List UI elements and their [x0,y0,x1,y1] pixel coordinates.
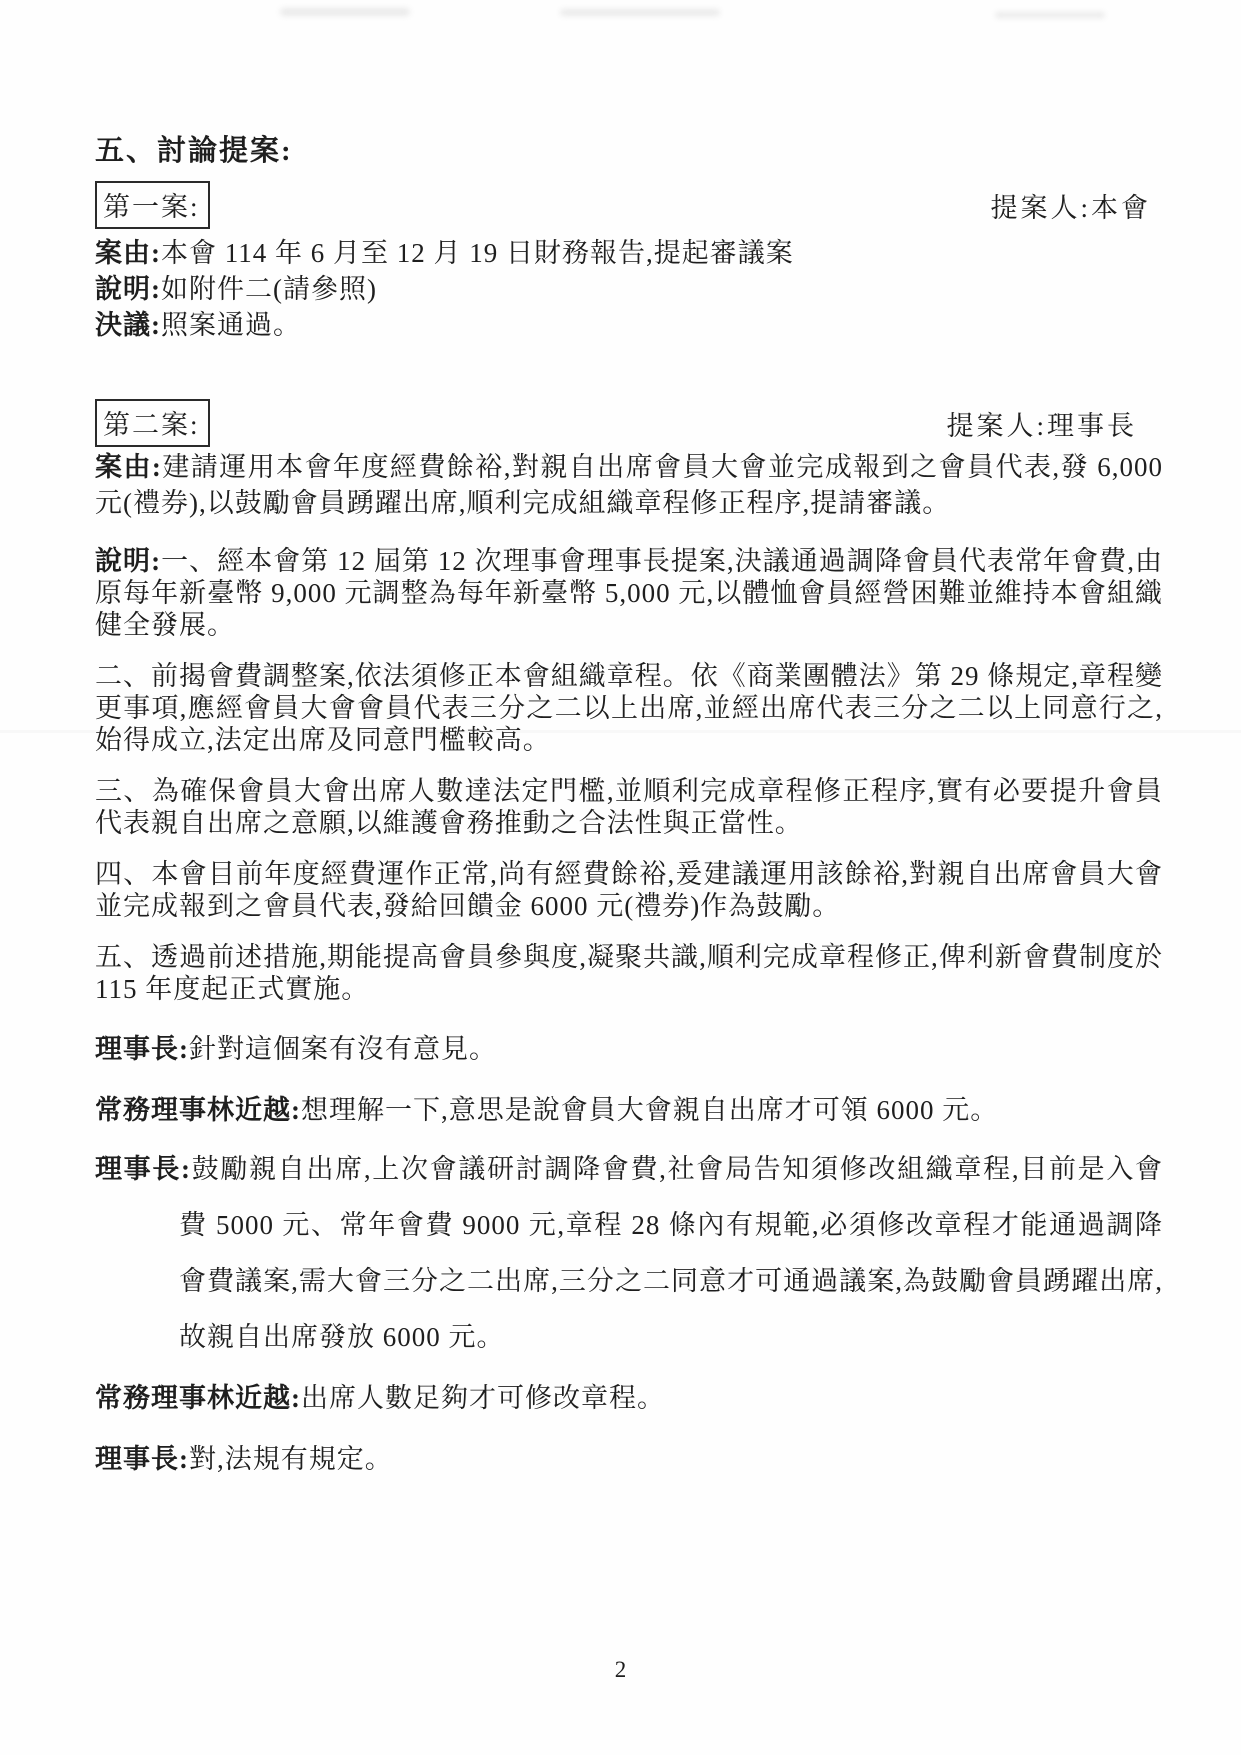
case2-explanation-label: 說明: [95,546,162,576]
case1-resolution-text: 照案通過。 [161,310,301,340]
case2-proposer: 提案人:理事長 [946,410,1137,441]
case2-explanation-paragraph: 二、前揭會費調整案,依法須修正本會組織章程。依《商業團體法》第 29 條規定,章程變更事項,應經會員大會會員代表三分之二以上出席,並經出席代表三分之二以上同意行之,始得成立,法定出席及同意門檻較高。 [95,661,1163,755]
dialogue-speaker: 理事長: [95,1034,189,1064]
case1-resolution [95,307,1163,343]
case2-subject-label: 案由: [95,452,162,482]
case1-resolution-label: 決議: [95,310,161,340]
dialogue-entry [95,1032,1163,1066]
scan-artifact [560,9,720,16]
case1-subject-label: 案由: [95,238,161,268]
scan-artifact [280,8,410,16]
case2-subject-text: 建請運用本會年度經費餘裕,對親自出席會員大會並完成報到之會員代表,發 6,000 元(禮券),以鼓勵會員踴躍出席,順利完成組織章程修正程序,提請審議。 [95,452,1163,518]
case2-explanation-paragraph: 四、本會目前年度經費運作正常,尚有經費餘裕,爰建議運用該餘裕,對親自出席會員大會並完成報到之會員代表,發給回饋金 6000 元(禮券)作為鼓勵。 [95,859,1163,921]
case1-subject-text: 本會 114 年 6 月至 12 月 19 日財務報告,提起審議案 [161,238,794,268]
case2-explanation-paragraph [95,545,1163,641]
case2-subject [95,449,1163,521]
case2-explanation-paragraph: 三、為確保會員大會出席人數達法定門檻,並順利完成章程修正程序,實有必要提升會員代表親自出席之意願,以維護會務推動之合法性與正當性。 [95,776,1163,838]
case1-explanation [95,271,1163,307]
dialogue-entry [95,1141,1163,1365]
case1-box-label: 第一案: [95,181,210,229]
case1-explanation-text: 如附件二(請參照) [161,274,377,304]
case2-explanation-text-1: 一、經本會第 12 屆第 12 次理事會理事長提案,決議通過調降會員代表常年會費,由原每年新臺幣 9,000 元調整為每年新臺幣 5,000 元,以體恤會員經營困難並維持本會組織健全發展。 [95,546,1164,640]
case1-header [95,181,1163,229]
dialogue-speaker: 理事長: [95,1154,192,1184]
dialogue-text: 對,法規有規定。 [189,1444,393,1474]
dialogue-speaker: 常務理事林近越: [95,1383,301,1413]
case2-box-label: 第二案: [95,399,210,447]
case1-proposer: 提案人:本會 [990,192,1151,223]
case1-subject [95,235,1163,271]
dialogue-text: 想理解一下,意思是說會員大會親自出席才可領 6000 元。 [301,1095,999,1125]
dialogue-entry [95,1093,1163,1127]
dialogue-entry [95,1381,1163,1415]
case2-explanation-paragraph: 五、透過前述措施,期能提高會員參與度,凝聚共識,順利完成章程修正,俾利新會費制度於 115 年度起正式實施。 [95,942,1163,1004]
section-heading: 五、討論提案: [95,135,293,167]
case2-header [95,399,1163,447]
dialogue-speaker: 常務理事林近越: [95,1095,301,1125]
dialogue-text: 針對這個案有沒有意見。 [189,1034,497,1064]
case1-explanation-label: 說明: [95,274,161,304]
scan-artifact [995,12,1105,18]
document-content [95,128,1163,1476]
page-number: 2 [614,1657,627,1682]
dialogue-text: 鼓勵親自出席,上次會議研討調降會費,社會局告知須修改組織章程,目前是入會費 5000 元、常年會費 9000 元,章程 28 條內有規範,必須修改章程才能通過調降會費議案,需大會三分之二出席,三分之二同意才可通過議案,為鼓勵會員踴躍出席,故親自出席發放 6000 元。 [179,1154,1164,1352]
dialogue-speaker: 理事長: [95,1444,189,1474]
dialogue-text: 出席人數足夠才可修改章程。 [301,1383,665,1413]
dialogue-entry [95,1442,1163,1476]
